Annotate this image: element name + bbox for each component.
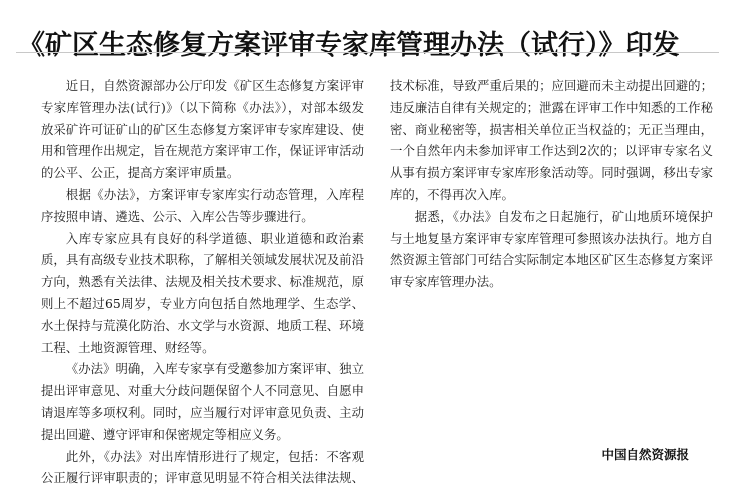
article-body bbox=[41, 75, 713, 500]
title-divider bbox=[16, 52, 719, 53]
source-credit: 中国自然资源报 bbox=[601, 447, 689, 462]
paragraph-expert-qualifications: 入库专家应具有良好的科学道德、职业道德和政治素质，具有高级专业技术职称，了解相关领域发展状况及前沿方向，熟悉有关法律、法规及相关技术要求、标准规范，原则上不超过65周岁，专业方向包括自然地理学、生态学、水土保持与荒漠化防治、水文学与水资源、地质工程、环境工程、土地资源管理、财经等。 bbox=[41, 230, 364, 355]
paragraph-dynamic-management: 根据《办法》，方案评审专家库实行动态管理，入库程序按照申请、遴选、公示、入库公告等步骤进行。 bbox=[41, 186, 364, 224]
paragraph-removal-conditions: 此外，《办法》对出库情形进行了规定，包括：不客观公正履行评审职责的；评审意见明显不符合相关法律法规、技术标准，导致严重后果的；应回避而未主动提出回避的；违反廉洁自律有关规定的；泄露在评审工作中知悉的工作秘密、商业秘密等，损害相关单位正当权益的；无正当理由，一个自然年内未参加评审工作达到2次的；以评审专家名义从事有损方案评审专家库形象活动等。同时强调，移出专家库的，不得再次入库。 bbox=[41, 78, 713, 486]
paragraph-effective-date: 据悉，《办法》自发布之日起施行，矿山地质环境保护与土地复垦方案评审专家库管理可参照该办法执行。地方自然资源主管部门可结合实际制定本地区矿区生态修复方案评审专家库管理办法。 bbox=[390, 208, 713, 290]
paragraph-rights-duties: 《办法》明确，入库专家享有受邀参加方案评审、独立提出评审意见、对重大分歧问题保留个人不同意见、自愿申请退库等多项权利。同时，应当履行对评审意见负责、主动提出回避、遵守评审和保密规定等相应义务。 bbox=[41, 361, 364, 442]
paragraph-intro: 近日，自然资源部办公厅印发《矿区生态修复方案评审专家库管理办法(试行)》（以下简称《办法》），对部本级发放采矿许可证矿山的矿区生态修复方案评审专家库建设、使用和管理作出规定，旨在规范方案评审工作，保证评审活动的公平、公正，提高方案评审质量。 bbox=[41, 78, 364, 181]
headline: 《矿区生态修复方案评审专家库管理办法（试行）》印发 bbox=[18, 30, 680, 62]
